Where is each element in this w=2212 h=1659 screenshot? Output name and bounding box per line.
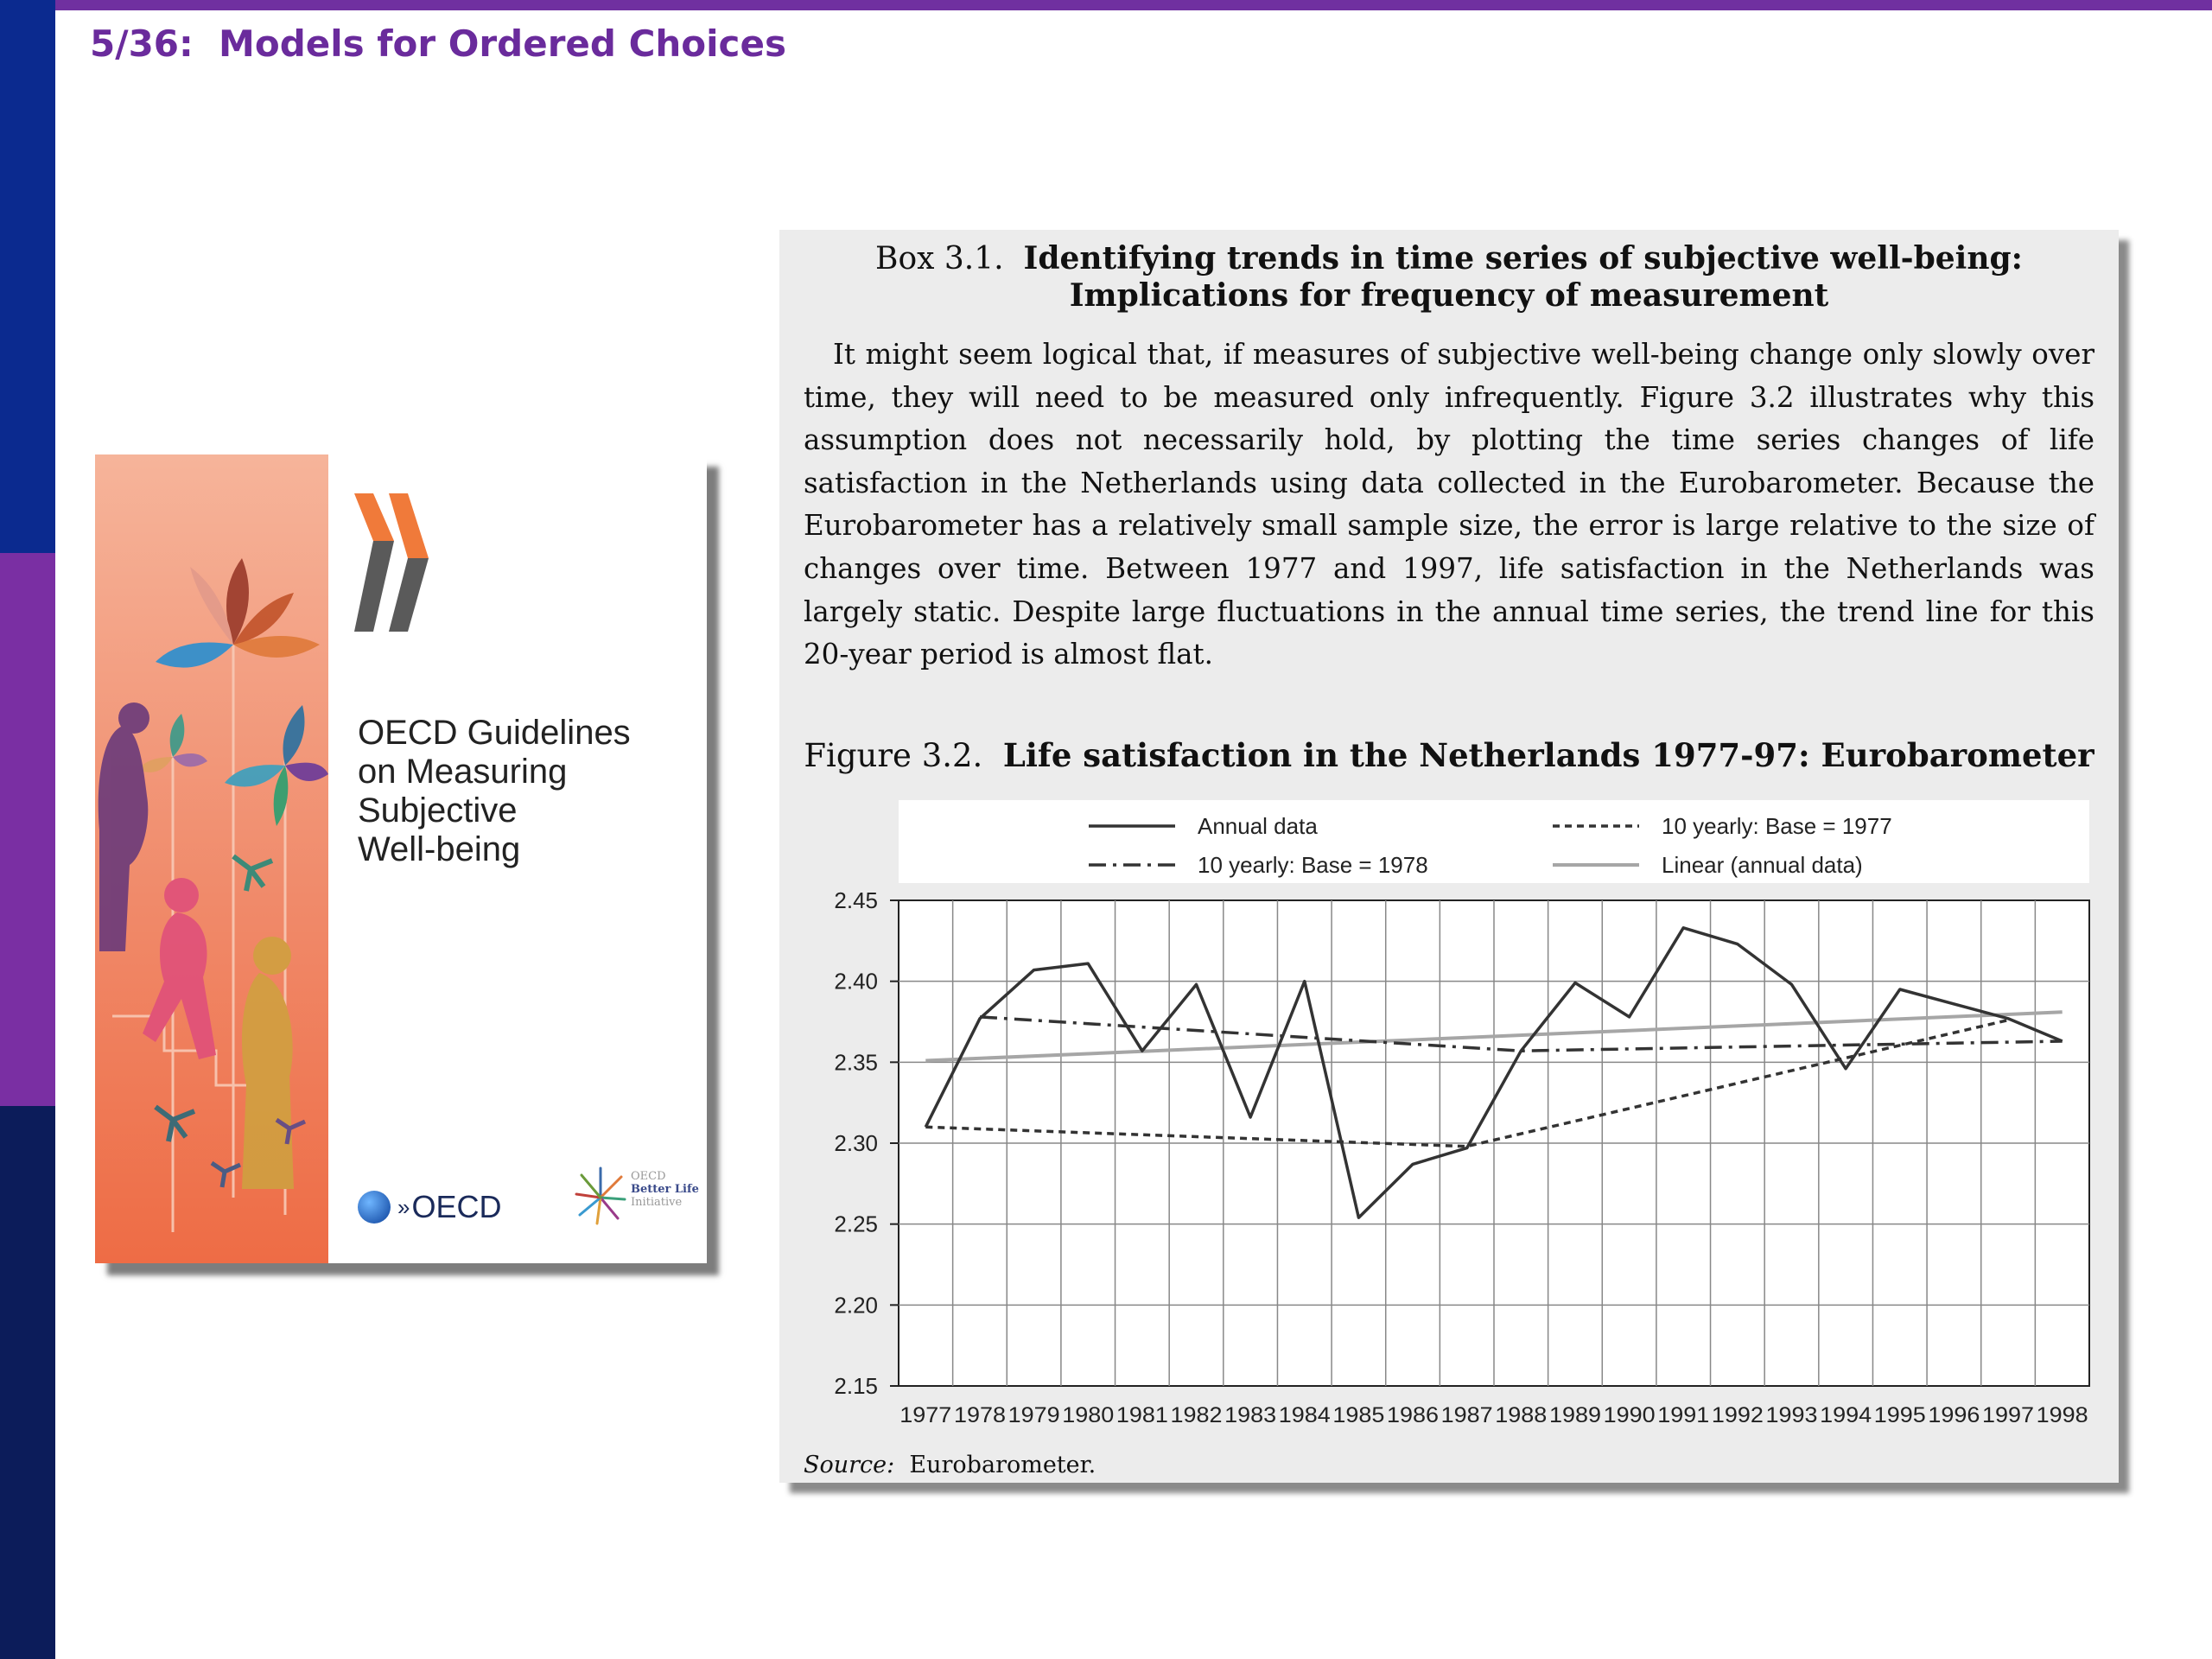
- legend-label: 10 yearly: Base = 1977: [1662, 813, 1892, 839]
- legend-label: Linear (annual data): [1662, 852, 1863, 878]
- x-tick-label: 1985: [1332, 1403, 1385, 1427]
- x-tick-label: 1982: [1170, 1403, 1223, 1427]
- cover-illustration: [95, 454, 328, 1263]
- x-tick-label: 1984: [1278, 1403, 1331, 1427]
- figure-title: Life satisfaction in the Netherlands 1977-97: Eurobarometer: [1002, 736, 2094, 774]
- x-tick-label: 1987: [1440, 1403, 1493, 1427]
- top-accent-bar: [0, 0, 2212, 10]
- oecd-logo-text: OECD: [411, 1189, 502, 1224]
- cover-title: [358, 714, 695, 869]
- slide-title: 5/36: Models for Ordered Choices: [90, 22, 786, 65]
- x-tick-label: 1981: [1116, 1403, 1168, 1427]
- x-tick-label: 1997: [1982, 1403, 2035, 1427]
- x-tick-label: 1989: [1548, 1403, 1601, 1427]
- y-tick-label: 2.30: [834, 1130, 878, 1156]
- better-life-initiative-text: [631, 1170, 699, 1209]
- cover-title-line: OECD Guidelines: [358, 714, 631, 752]
- x-tick-label: 1990: [1603, 1403, 1656, 1427]
- y-tick-label: 2.40: [834, 968, 878, 995]
- cover-title-line: on Measuring: [358, 753, 568, 791]
- legend-box: [899, 800, 2089, 883]
- bli-line: OECD: [631, 1170, 666, 1183]
- globe-icon: [358, 1191, 391, 1224]
- y-tick-label: 2.25: [834, 1211, 878, 1237]
- line-chart: [779, 791, 2119, 1427]
- y-tick-label: 2.35: [834, 1049, 878, 1076]
- figure-label: Figure 3.2.: [804, 737, 983, 774]
- box-panel: [779, 230, 2119, 1483]
- y-tick-label: 2.15: [834, 1373, 878, 1399]
- cover-title-line: Subjective: [358, 791, 518, 830]
- x-tick-label: 1986: [1387, 1403, 1440, 1427]
- chart-container: [779, 791, 2119, 1427]
- oecd-chevron-icon: [354, 493, 441, 640]
- x-tick-label: 1998: [2036, 1403, 2088, 1427]
- x-tick-label: 1993: [1765, 1403, 1818, 1427]
- bli-line: Initiative: [631, 1196, 683, 1209]
- x-tick-label: 1988: [1495, 1403, 1548, 1427]
- box-title-line2: Implications for frequency of measurement: [1069, 277, 1829, 314]
- side-accent-bar-bottom: [0, 1106, 55, 1659]
- x-tick-label: 1980: [1062, 1403, 1115, 1427]
- box-title-line1: Identifying trends in time series of subjective well-being:: [1023, 240, 2023, 276]
- x-tick-label: 1996: [1928, 1403, 1980, 1427]
- x-tick-label: 1978: [953, 1403, 1006, 1427]
- oecd-logo: [358, 1189, 501, 1225]
- book-cover: [95, 454, 707, 1263]
- box-label: Box 3.1.: [875, 241, 1004, 276]
- y-tick-label: 2.45: [834, 887, 878, 913]
- legend-label: Annual data: [1198, 813, 1318, 839]
- x-tick-label: 1991: [1657, 1403, 1710, 1427]
- x-tick-label: 1995: [1873, 1403, 1926, 1427]
- x-tick-label: 1992: [1711, 1403, 1764, 1427]
- cover-title-line: Well-being: [358, 830, 521, 868]
- x-tick-label: 1983: [1224, 1403, 1277, 1427]
- box-paragraph: It might seem logical that, if measures of subjective well-being change only slowly over time, they will need to be measured only infrequently. Figure 3.2 illustrates why this assumption does not necessarily hold, by plotting the time series changes of life satisfaction in the Netherlands using data collected in the Eurobarometer. Because the Eurobarometer has a relatively small sample size, the error is large relative to the size of changes over time. Between 1977 and 1997, life satisfaction in the Netherlands was largely static. Despite large fluctuations in the annual time series, the trend line for this 20-year period is almost flat.: [804, 338, 2094, 671]
- figure-source: [804, 1452, 1096, 1478]
- double-chevron-icon: »: [397, 1193, 410, 1220]
- y-tick-label: 2.20: [834, 1292, 878, 1319]
- legend-label: 10 yearly: Base = 1978: [1198, 852, 1428, 878]
- side-accent-bar-top: [0, 0, 55, 553]
- cover-artwork: [95, 454, 328, 1263]
- x-tick-label: 1994: [1820, 1403, 1872, 1427]
- source-label: Source:: [804, 1452, 895, 1478]
- box-heading: [779, 240, 2119, 314]
- figure-caption: [779, 736, 2119, 774]
- x-tick-label: 1979: [1007, 1403, 1060, 1427]
- side-accent-bar-middle: [0, 553, 55, 1106]
- bli-line: Better Life: [631, 1183, 699, 1196]
- x-tick-label: 1977: [899, 1403, 952, 1427]
- source-text: Eurobarometer.: [909, 1452, 1096, 1478]
